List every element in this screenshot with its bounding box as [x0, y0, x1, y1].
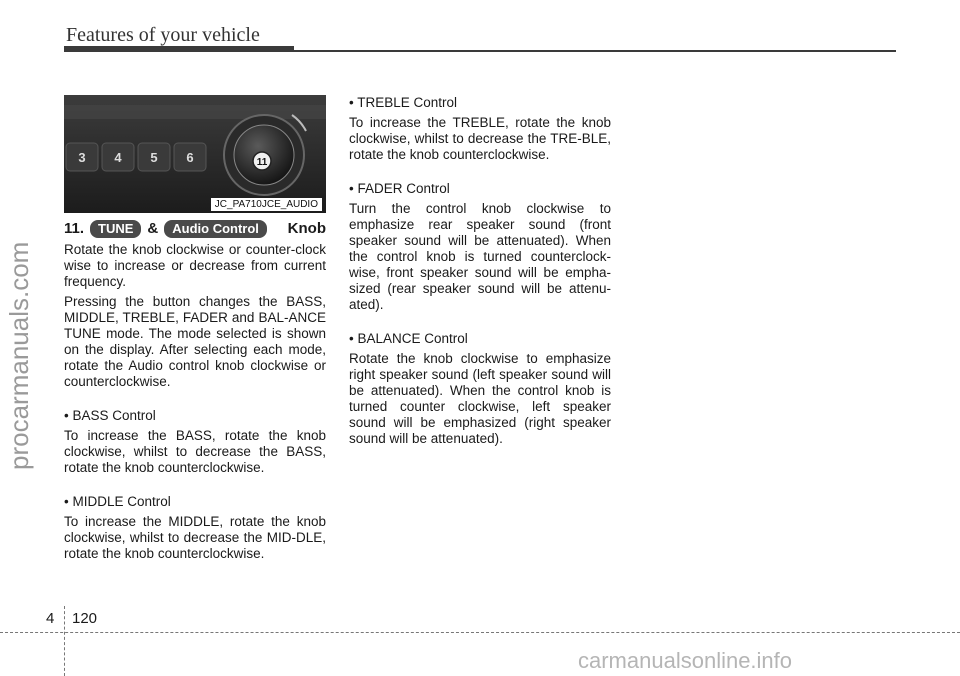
bass-title: • BASS Control — [64, 408, 156, 423]
audio-panel-illustration — [64, 95, 326, 213]
middle-text: To increase the MIDDLE, rotate the knob clockwise, whilst to decrease the MID-DLE, rotate the knob counterclockwise. — [64, 514, 326, 561]
chapter-number: 4 — [46, 610, 55, 627]
audio-control-badge: Audio Control — [164, 220, 267, 238]
balance-text: Rotate the knob clockwise to emphasize right speaker sound (left speaker sound will be attenuated). When the control knob is turned counter clockwise, left speaker sound will be emphasized (right speaker sound will be attenuated). — [349, 351, 611, 446]
preset-6: 6 — [186, 150, 194, 165]
tune-badge: TUNE — [90, 220, 141, 238]
preset-3: 3 — [78, 150, 86, 165]
treble-text: To increase the TREBLE, rotate the knob clockwise, whilst to decrease the TRE-BLE, rotate the knob counterclockwise. — [349, 115, 611, 162]
balance-title: • BALANCE Control — [349, 331, 468, 346]
intro-paragraph-1: Rotate the knob clockwise or counter-clock wise to increase or decrease from current frequency. — [64, 242, 326, 289]
bottom-watermark: carmanualsonline.info — [578, 648, 793, 673]
section-heading — [64, 220, 326, 238]
knob-callout-label: 11 — [256, 157, 268, 168]
footer-rule — [0, 632, 960, 633]
side-watermark: procarmanuals.com — [4, 241, 34, 470]
audio-figure — [64, 95, 326, 213]
header-bar — [64, 46, 294, 52]
bass-text: To increase the BASS, rotate the knob clockwise, whilst to decrease the BASS, rotate the knob counterclockwise. — [64, 428, 326, 475]
page-number: 120 — [72, 610, 98, 627]
footer-divider — [64, 606, 65, 676]
heading-amp: & — [147, 220, 159, 237]
treble-title: • TREBLE Control — [349, 95, 458, 110]
fader-text: Turn the control knob clockwise to emphasize rear speaker sound (front speaker sound will be attenuated). When the control knob is turned counterclock-wise, front speaker sound will be empha-sized (rear speaker sound will be attenu-ated). — [349, 201, 611, 312]
heading-number: 11. — [64, 220, 85, 237]
figure-caption: JC_PA710JCE_AUDIO — [211, 198, 322, 211]
middle-title: • MIDDLE Control — [64, 494, 171, 509]
header-title: Features of your vehicle — [66, 24, 260, 46]
intro-paragraph-2: Pressing the button changes the BASS, MIDDLE, TREBLE, FADER and BAL-ANCE TUNE mode. The mode selected is shown on the display. After selecting each mode, rotate the Audio control knob clockwise or counterclockwise. — [64, 294, 326, 389]
preset-5: 5 — [150, 150, 158, 165]
preset-4: 4 — [114, 150, 122, 165]
header-rule — [294, 50, 896, 52]
heading-suffix: Knob — [287, 220, 326, 237]
right-column — [349, 95, 611, 451]
left-column — [64, 220, 326, 566]
fader-title: • FADER Control — [349, 181, 450, 196]
